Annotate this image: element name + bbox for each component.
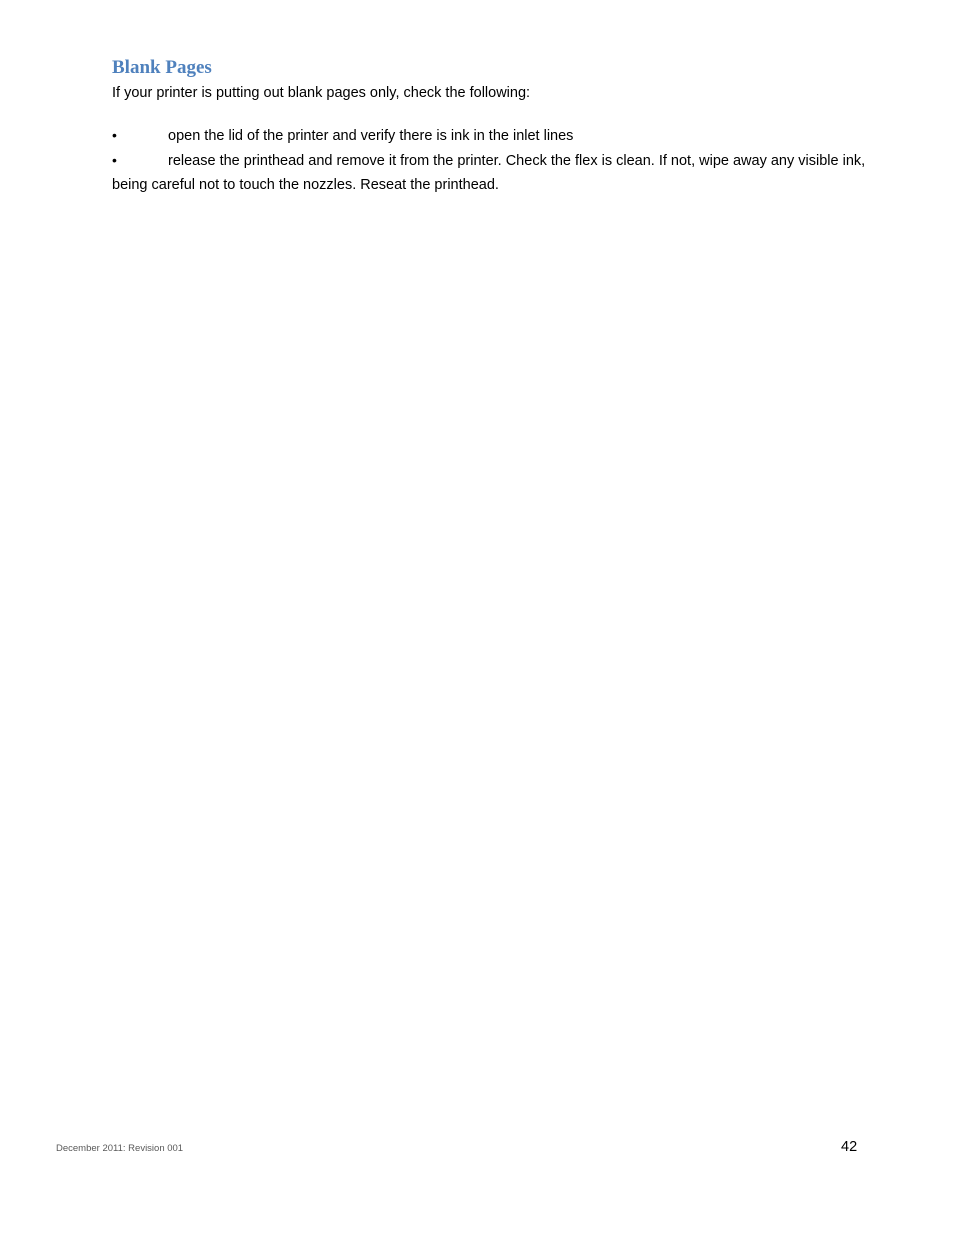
footer-revision: December 2011: Revision 001	[56, 1143, 184, 1154]
section-heading: Blank Pages	[112, 57, 212, 78]
page-number: 42	[841, 1139, 858, 1155]
list-item-text: release the printhead and remove it from the printer. Check the flex is clean. If not, wipe away any visible ink, being careful not to touch the nozzles. Reseat the printhead.	[112, 153, 866, 193]
checklist	[112, 123, 872, 197]
bullet-icon: •	[112, 152, 117, 168]
list-item-text: open the lid of the printer and verify there is ink in the inlet lines	[168, 128, 574, 144]
list-item	[112, 123, 872, 148]
intro-paragraph: If your printer is putting out blank pages only, check the following:	[112, 85, 531, 101]
list-item	[112, 148, 872, 197]
bullet-icon: •	[112, 127, 117, 143]
